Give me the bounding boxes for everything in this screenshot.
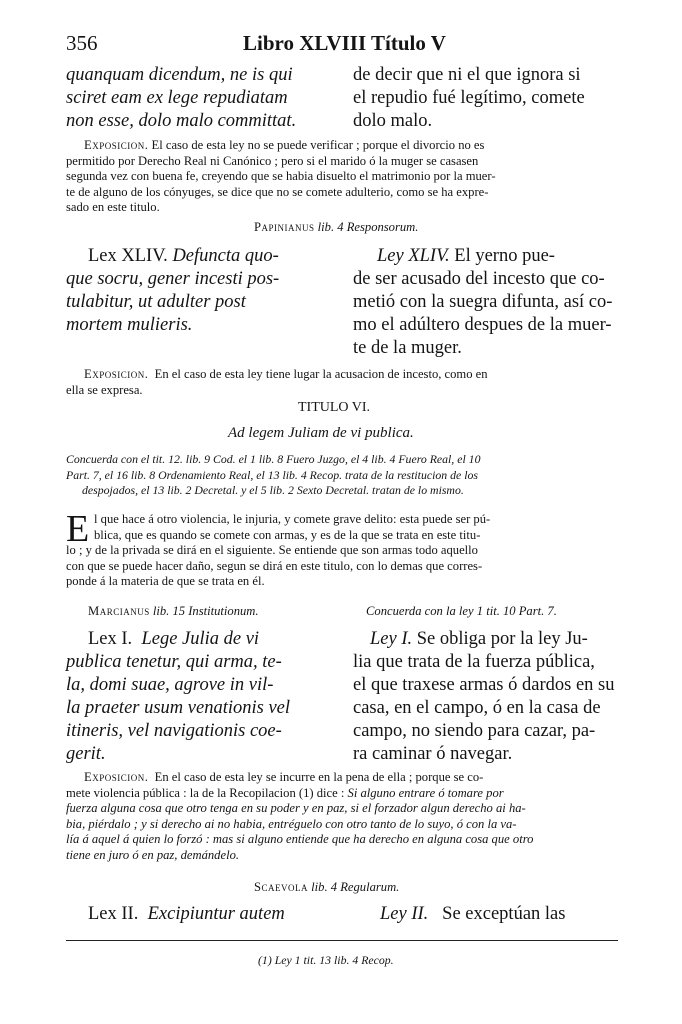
spanish-line: casa, en el campo, ó en la casa de xyxy=(353,698,601,718)
spanish-column-lex1-body xyxy=(353,651,614,766)
spanish-line: te de la muger. xyxy=(353,338,462,358)
title-heading: TITULO VI. xyxy=(298,400,371,415)
latin-column-lex44 xyxy=(88,245,279,268)
source-citation xyxy=(88,604,259,620)
spanish-line: dolo malo. xyxy=(353,111,433,131)
paragraph-line: permitido por Derecho Real ni Canónico ; pero si el marido ó la muger se casasen xyxy=(66,153,479,168)
latin-line: Defuncta quo- xyxy=(172,246,279,266)
latin-line: publica tenetur, qui arma, te- xyxy=(66,652,282,672)
spanish-line: lia que trata de la fuerza pública, xyxy=(353,652,595,672)
exposicion-label: Exposicion. xyxy=(84,138,149,152)
latin-line: Lege Julia de vi xyxy=(141,629,260,649)
latin-line: non esse, dolo malo committat. xyxy=(66,111,297,131)
quote-line: fuerza alguna cosa que otro tenga en su poder y en paz, si el forzador algun derecho ai ha- xyxy=(66,801,526,816)
page-number: 356 xyxy=(66,31,98,55)
latin-column-top xyxy=(66,64,296,133)
source-citation xyxy=(254,880,399,896)
footnote-text: (1) Ley 1 tit. 13 lib. 4 Recop. xyxy=(258,953,394,967)
exposicion-paragraph xyxy=(66,770,533,864)
exposicion-label: Exposicion. xyxy=(84,367,149,381)
latin-line: gerit. xyxy=(66,744,106,764)
latin-line: sciret eam ex lege repudiatam xyxy=(66,88,288,108)
paragraph-line: lo ; y de la privada se dirá en el siguiente. Se entiende que son armas todo aquello xyxy=(66,543,478,557)
latin-line: que socru, gener incesti pos- xyxy=(66,269,280,289)
latin-line: la, domi suae, agrove in vil- xyxy=(66,675,274,695)
latin-line: quanquam dicendum, ne is qui xyxy=(66,65,293,85)
paragraph-line: En el caso de esta ley se incurre en la pena de ella ; porque se co- xyxy=(154,770,484,784)
footnote xyxy=(258,953,394,969)
quote-line: Si alguno entrare ó tomare por xyxy=(347,785,504,800)
source-work: lib. 4 Responsorum. xyxy=(317,220,419,234)
running-title: Libro XLVIII Título V xyxy=(243,31,446,55)
quote-line: bia, piérdalo ; y si derecho ai no habia, entréguelo con otro tanto de lo suyo, ó con la va- xyxy=(66,816,517,831)
exposicion-paragraph xyxy=(66,367,488,398)
latin-column-lex2 xyxy=(88,903,285,926)
source-author: Papinianus xyxy=(254,220,315,234)
paragraph-line: ponde á la materia de que se trata en él. xyxy=(66,574,265,589)
drop-cap: E xyxy=(66,508,90,550)
source-author: Scaevola xyxy=(254,880,309,894)
concordance-line: despojados, el 13 lib. 2 Decretal. y el 5 lib. 2 Sexto Decretal. tratan de lo mismo. xyxy=(82,483,464,498)
spanish-line: el que traxese armas ó dardos en su xyxy=(353,675,615,695)
paragraph-line: mete violencia pública : la de la Recopilacion (1) dice : xyxy=(66,785,345,800)
lex-label: Lex I. xyxy=(88,629,133,649)
exposicion-paragraph xyxy=(66,138,496,216)
footnote-rule xyxy=(66,940,618,941)
quote-line: lía á aquel á quien lo forzó : mas si alguno entiende que ha derecho en alguna cosa que otro xyxy=(66,832,534,847)
spanish-line: de ser acusado del incesto que co- xyxy=(353,269,605,289)
spanish-line: metió con la suegra difunta, así co- xyxy=(353,292,613,312)
paragraph-line: te de alguno de los cónyuges, se dice que no se comete adulterio, como se ha expre- xyxy=(66,184,489,199)
spanish-line: de decir que ni el que ignora si xyxy=(353,65,581,85)
source-citation xyxy=(254,220,418,236)
paragraph-line: sado en este titulo. xyxy=(66,200,160,215)
spanish-line: Se obliga por la ley Ju- xyxy=(416,629,588,649)
latin-line: tulabitur, ut adulter post xyxy=(66,292,246,312)
spanish-line: Se exceptúan las xyxy=(442,904,566,924)
title-subheading: Ad legem Juliam de vi publica. xyxy=(228,425,414,441)
spanish-column-top xyxy=(353,64,585,133)
lex-label: Lex XLIV. xyxy=(88,246,168,266)
paragraph-line: En el caso de esta ley tiene lugar la acusacion de incesto, como en xyxy=(154,367,488,381)
paragraph-line: ella se expresa. xyxy=(66,382,143,397)
latin-line: mortem mulieris. xyxy=(66,315,193,335)
latin-column-lex44-body xyxy=(66,268,279,337)
latin-line: Excipiuntur autem xyxy=(147,904,285,924)
paragraph-line: El caso de esta ley no se puede verificar ; porque el divorcio no es xyxy=(151,138,485,152)
latin-line: la praeter usum venationis vel xyxy=(66,698,291,718)
ley-label: Ley I. xyxy=(370,629,413,649)
source-author: Marcianus xyxy=(88,604,150,618)
spanish-column-lex1 xyxy=(370,628,588,651)
concordance-line: Concuerda con el tit. 12. lib. 9 Cod. el 1 lib. 8 Fuero Juzgo, el 4 lib. 4 Fuero Real, el 10 xyxy=(66,452,481,466)
spanish-column-lex2 xyxy=(380,903,565,926)
quote-line: tiene en juro ó en paz, demándelo. xyxy=(66,847,240,862)
concordance-line: Part. 7, el 16 lib. 8 Ordenamiento Real, el 13 lib. 4 Recop. trata de la restitucion de los xyxy=(66,467,478,482)
source-work: lib. 15 Institutionum. xyxy=(152,604,259,618)
spanish-line: El yerno pue- xyxy=(454,246,555,266)
spanish-line: ra caminar ó navegar. xyxy=(353,744,513,764)
spanish-column-lex44 xyxy=(377,245,555,268)
spanish-column-lex44-body xyxy=(353,268,612,360)
paragraph-line: segunda vez con buena fe, creyendo que se habia disuelto el matrimonio por la muer- xyxy=(66,169,496,184)
paragraph-line: blica, que es quando se comete con armas, y es de la que se trata en este titu- xyxy=(94,527,481,542)
spanish-line: mo el adúltero despues de la muer- xyxy=(353,315,612,335)
concordance-note xyxy=(66,452,480,499)
ley-label: Ley XLIV. xyxy=(377,246,450,266)
ley-label: Ley II. xyxy=(380,904,429,924)
latin-column-lex1 xyxy=(88,628,259,651)
source-work: lib. 4 Regularum. xyxy=(311,880,400,894)
exposicion-label: Exposicion. xyxy=(84,770,149,784)
spanish-line: el repudio fué legítimo, comete xyxy=(353,88,585,108)
latin-line: itineris, vel navigationis coe- xyxy=(66,721,282,741)
latin-column-lex1-body xyxy=(66,651,290,766)
paragraph-line: con que se puede hacer daño, segun se dirá en este titulo, con lo demas que corres- xyxy=(66,558,483,573)
intro-paragraph-body xyxy=(66,543,482,590)
paragraph-line: l que hace á otro violencia, le injuria, y comete grave delito: esta puede ser pú- xyxy=(94,512,491,526)
spanish-line: campo, no siendo para cazar, pa- xyxy=(353,721,596,741)
concordance-citation: Concuerda con la ley 1 tit. 10 Part. 7. xyxy=(366,604,557,618)
intro-paragraph-head xyxy=(94,512,490,543)
lex-label: Lex II. xyxy=(88,904,139,924)
